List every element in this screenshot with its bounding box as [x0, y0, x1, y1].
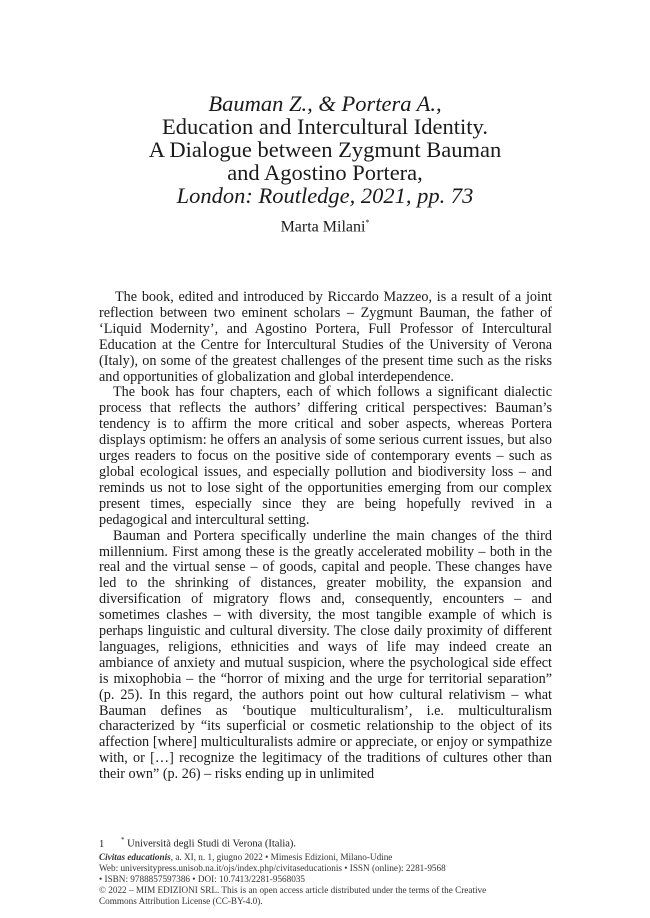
footnote-mark: *	[121, 836, 125, 844]
journal-info	[99, 852, 569, 907]
footnote	[99, 834, 559, 851]
paragraph-3: Bauman and Portera specifically underline the main changes of the third millennium. First among these is the greatly accelerated mobility – both in the real and the virtual sense – of goods, capital and people. These changes have led to the shrinking of distances, greater mobility, the expansion and diversification of migratory flows and, consequently, encounters – and sometimes clashes – with diversity, the most tangible example of which is perhaps linguistic and cultural diversity. The close daily proximity of different languages, religions, ethnicities and ways of life may indeed create an ambiance of anxiety and mutual suspicion, where the psychological side effect is mixophobia – the “horror of mixing and the urge for territorial separation” (p. 25). In this regard, the authors point out how cultural relativism – what Bauman defines as ‘boutique multiculturalism’, i.e. multiculturalism characterized by “its superficial or cosmetic relationship to the object of its affection [where] multiculturalists admire or appreciate, or enjoy or sympathize with, or […] recognize the legitimacy of the traditions of cultures other than their own” (p. 26) – risks ending up in unlimited	[99, 527, 552, 783]
reviewer-name	[0, 213, 650, 237]
title-book-line-2: A Dialogue between Zygmunt Bauman	[148, 137, 502, 162]
journal-license-2: Commons Attribution License (CC-BY-4.0).	[99, 896, 263, 906]
journal-license-1: © 2022 – MIM EDIZIONI SRL. This is an open access article distributed under the terms of the Creative	[99, 885, 487, 895]
journal-name: Civitas educationis	[99, 852, 171, 862]
journal-line-1	[99, 852, 569, 863]
title-book-line-1: Education and Intercultural Identity.	[162, 114, 488, 139]
paragraph-1: The book, edited and introduced by Riccardo Mazzeo, is a result of a joint reflection between two eminent scholars – Zygmunt Bauman, the father of ‘Liquid Modernity’, and Agostino Portera, Full Professor of Intercultural Education at the Centre for Intercultural Studies of the University of Verona (Italy), on some of the greatest challenges of the present time such as the risks and opportunities of globalization and global interdependence.	[99, 289, 552, 385]
journal-web: Web: universitypress.unisob.na.it/ojs/index.php/civitaseducationis • ISSN (online): 2281-9568	[99, 863, 446, 873]
title-publication: London: Routledge, 2021, pp. 73	[176, 183, 474, 208]
article-body	[99, 290, 552, 783]
page-number: 1	[99, 838, 105, 850]
article-title	[0, 92, 650, 237]
title-authors: Bauman Z., & Portera A.,	[208, 91, 442, 116]
footnote-text: Università degli Studi di Verona (Italia).	[127, 838, 297, 850]
reviewer-name-text: Marta Milani	[280, 218, 366, 236]
reviewer-footnote-mark: *	[365, 218, 370, 227]
journal-details: , a. XI, n. 1, giugno 2022 • Mimesis Edizioni, Milano-Udine	[170, 852, 393, 862]
paragraph-2: The book has four chapters, each of which follows a significant dialectic process that reflects the authors’ differing critical perspectives: Bauman’s tendency is to affirm the more critical and sober aspects, whereas Portera displays optimism: he offers an analysis of some serious current issues, but also urges readers to focus on the positive side of contemporary events – such as global ecological issues, and especially pollution and biodiversity loss – and reminds us not to lose sight of the opportunities emerging from our complex present times, especially since they are being hopefully revived in a pedagogical and intercultural setting.	[99, 384, 552, 528]
title-book-line-3: and Agostino Portera,	[227, 160, 423, 185]
journal-isbn: • ISBN: 9788857597386 • DOI: 10.7413/2281-9568035	[99, 874, 306, 884]
